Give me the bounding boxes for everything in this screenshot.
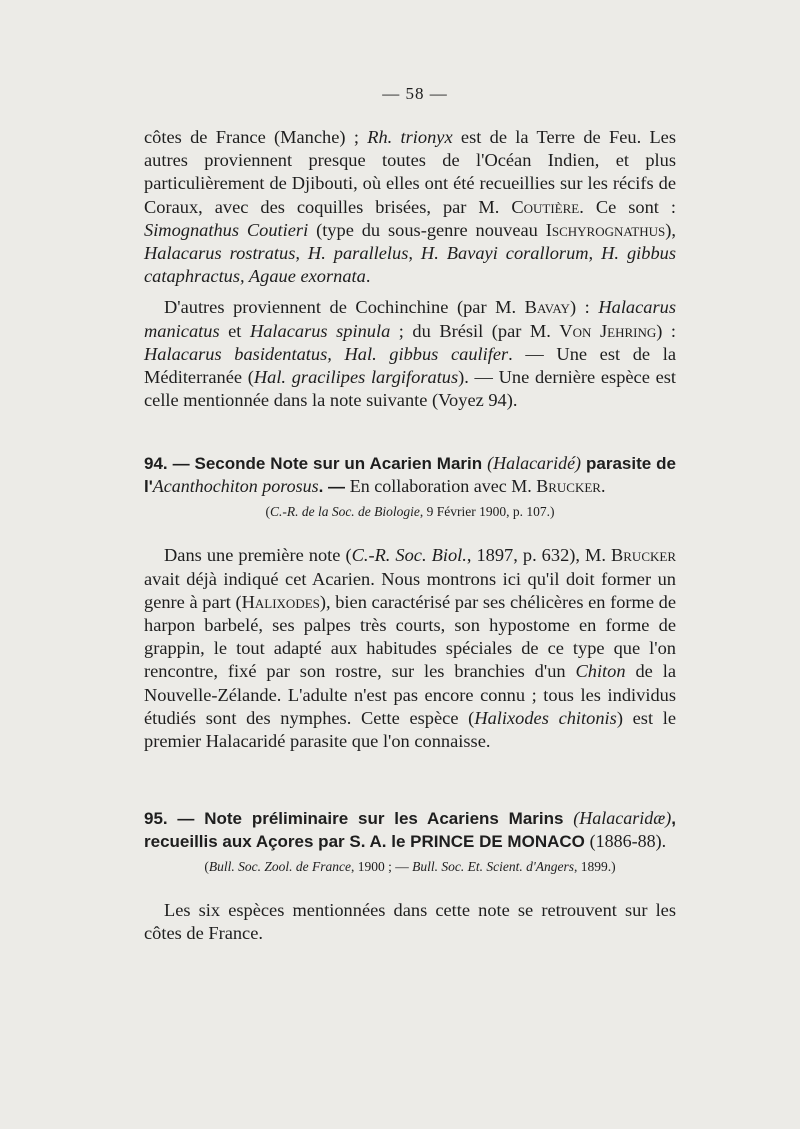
text-run: de la Nouvelle-Zélande. L'adulte n'est pas encore connu ; tous les individus étudiés sont des nymphes. Cette espèce ( (144, 661, 676, 728)
text-run: . Ce sont : (579, 196, 676, 217)
section-94-citation (144, 502, 676, 522)
author-name: Von Jehring (559, 320, 657, 341)
species-name: Halacarus manicatus (144, 297, 676, 341)
species-list: Halacarus rostratus, H. parallelus, H. Bavayi corallorum, H. gibbus cataphractus, Agaue exornata (144, 243, 676, 287)
citation-text: , 1899.) (573, 859, 616, 875)
species-name: Rh. trionyx (367, 127, 453, 147)
citation-text: , 9 Février 1900, p. 107.) (419, 504, 555, 520)
heading-italic: (Halacaridæ) (573, 808, 672, 829)
species-name: Halacarus spinula (249, 320, 391, 341)
section-95-body: Les six espèces mentionnées dans cette note se retrouvent sur les côtes de France. (144, 900, 676, 944)
heading-text: parasite de l' (144, 454, 676, 497)
species-name: Hal. gracilipes largiforatus (253, 367, 459, 388)
citation-text: , 1900 ; — (350, 859, 413, 875)
genus-name: Chiton (575, 661, 626, 682)
heading-text: 95. — Note préliminaire sur les Acariens Marins (144, 809, 574, 829)
author-name: Brucker (611, 545, 676, 566)
page-number: — 58 — (382, 84, 448, 103)
author-name: Brucker (536, 476, 601, 497)
text-run: ) : (656, 320, 676, 341)
text-run: , 1897, p. 632), M. (466, 545, 611, 566)
heading-text: . — (318, 477, 350, 497)
text-run: . (365, 266, 371, 287)
section-95-citation (144, 857, 676, 877)
text-run: Dans une première note ( (164, 545, 352, 566)
journal-name: Bull. Soc. Et. Scient. d'Angers (412, 859, 574, 875)
section-95-heading (144, 807, 676, 853)
section-94-heading (144, 452, 676, 498)
section-94-body (144, 544, 676, 753)
text-run: ), bien caractérisé par ses chélicères en forme de harpon barbelé, ses palpes très courts, son hypostome en forme de grappin, le tout adapté aux habitudes spéciales de ce type que l'on rencontre, fixé par son rostre, sur les branchies d'un (144, 591, 676, 682)
text-run: ). — Une dernière espèce est celle mentionnée dans la note suivante (Voyez 94). (144, 367, 676, 411)
heading-text: , recueillis aux Açores par S. A. le PRINCE DE MONACO (144, 809, 676, 852)
text-run: et (219, 320, 250, 341)
text-run: côtes de France (Manche) ; (144, 127, 368, 147)
text-run: (type du sous-genre nouveau (308, 219, 546, 240)
citation-text: ( (204, 859, 209, 875)
journal-name: C.-R. Soc. Biol. (351, 545, 467, 566)
text-run: ) : (569, 297, 599, 318)
text-run: ; du Brésil (par M. (390, 320, 560, 341)
intro-paragraph-2 (144, 296, 676, 412)
species-name: Simognathus Coutieri (144, 219, 309, 240)
author-name: Coutière (511, 196, 580, 217)
text-run: D'autres proviennent de Cochinchine (par M. (164, 297, 525, 318)
journal-name: C.-R. de la Soc. de Biologie (269, 504, 420, 520)
species-name: Halixodes chitonis (474, 707, 617, 728)
collaboration-text: En collaboration avec M. (349, 476, 537, 497)
intro-paragraph-1 (144, 126, 676, 288)
species-name: Halacarus basidentatus, Hal. gibbus caulifer (144, 343, 509, 364)
citation-text: ( (265, 504, 270, 520)
text-run: ), (665, 219, 676, 240)
text-run: . — Une est de la Méditerranée ( (144, 343, 676, 388)
author-name: Bavay (524, 297, 570, 318)
text-run: avait déjà indiqué cet Acarien. Nous montrons ici qu'il doit former un genre à part ( (144, 568, 676, 612)
page-content (144, 84, 676, 946)
heading-dates: (1886-88). (589, 831, 667, 852)
heading-text: . (600, 476, 606, 497)
heading-italic: (Halacaridé) (487, 453, 582, 474)
genus-name: Ischyrognathus (545, 219, 666, 240)
journal-name: Bull. Soc. Zool. de France (208, 859, 351, 875)
text-run: ) est le premier Halacaridé parasite que l'on connaisse. (144, 707, 677, 752)
species-name: Acanthochiton porosus (152, 476, 319, 497)
text-run: est de la Terre de Feu. Les autres proviennent presque toutes de l'Océan Indien, et plus particulièrement de Djibouti, où elles ont été recueillies sur les récifs de Coraux, avec des coquilles brisées, par M. (144, 127, 677, 217)
heading-text: 94. — Seconde Note sur un Acarien Marin (144, 454, 488, 474)
genus-name: Halixodes (241, 591, 320, 612)
